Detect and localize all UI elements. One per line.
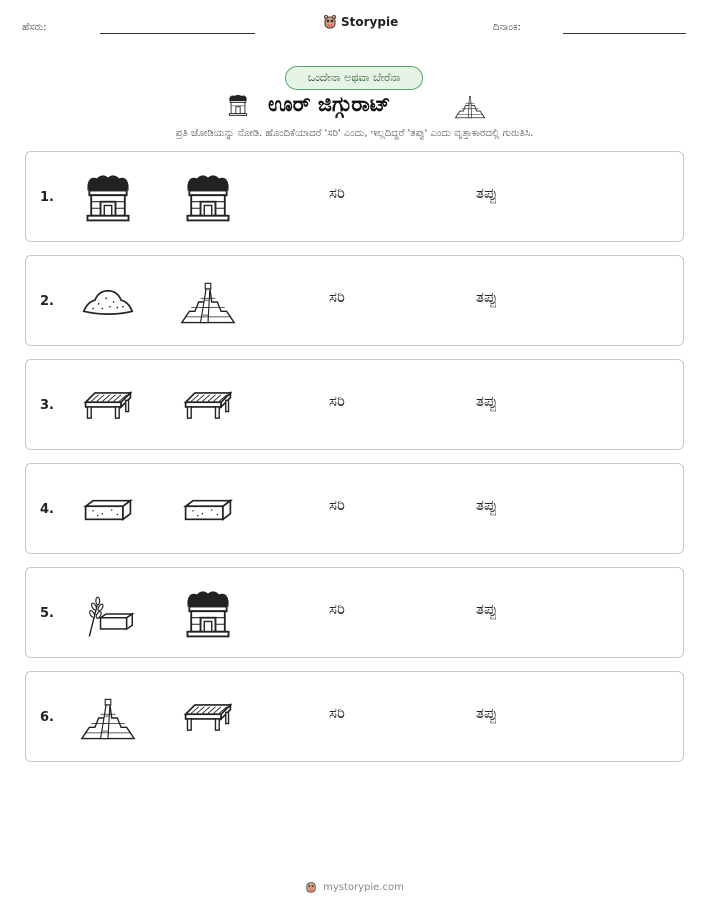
title-row bbox=[0, 92, 709, 122]
option-correct[interactable]: ಸರಿ bbox=[329, 288, 345, 306]
page-title: ಊರ್ ಜಿಗ್ಗುರಾಟ್ bbox=[268, 92, 391, 116]
ziggurat-icon bbox=[180, 274, 236, 330]
question-row bbox=[25, 151, 684, 242]
activity-type-badge: ಒಂದೇನಾ ಅಥವಾ ಬೇರೆನಾ bbox=[285, 66, 423, 90]
option-wrong[interactable]: ತಪ್ಪು bbox=[476, 496, 498, 514]
option-correct[interactable]: ಸರಿ bbox=[329, 600, 345, 618]
name-label: ಹೆಸರು: bbox=[22, 22, 47, 33]
header bbox=[0, 14, 709, 38]
option-correct[interactable]: ಸರಿ bbox=[329, 184, 345, 202]
wheat-brick-icon bbox=[80, 586, 136, 642]
option-correct[interactable]: ಸರಿ bbox=[329, 704, 345, 722]
temple-icon bbox=[180, 170, 236, 226]
storypie-mascot-icon bbox=[305, 880, 317, 894]
name-field[interactable] bbox=[100, 33, 255, 34]
option-wrong[interactable]: ತಪ್ಪು bbox=[476, 392, 498, 410]
ziggurat-icon bbox=[453, 92, 487, 124]
option-correct[interactable]: ಸರಿ bbox=[329, 496, 345, 514]
option-wrong[interactable]: ತಪ್ಪು bbox=[476, 704, 498, 722]
option-wrong[interactable]: ತಪ್ಪು bbox=[476, 600, 498, 618]
option-wrong[interactable]: ತಪ್ಪು bbox=[476, 288, 498, 306]
ziggurat-icon bbox=[80, 690, 136, 746]
question-row bbox=[25, 463, 684, 554]
date-label: ದಿನಾಂಕ: bbox=[493, 22, 521, 33]
question-row bbox=[25, 671, 684, 762]
sand-pile-icon bbox=[80, 274, 136, 330]
option-correct[interactable]: ಸರಿ bbox=[329, 392, 345, 410]
question-row bbox=[25, 359, 684, 450]
brick-icon bbox=[180, 482, 236, 538]
instructions: ಪ್ರತಿ ಜೋಡಿಯನ್ನು ನೋಡಿ. ಹೊಂದಿಕೆಯಾದರೆ 'ಸರಿ' ಎಂದು, ಇಲ್ಲದಿದ್ದರೆ 'ತಪ್ಪು' ಎಂದು ವೃತ್ತಾಕಾರದಲ್ಲಿ ಗುರುತಿಸಿ. bbox=[175, 128, 534, 139]
platform-icon bbox=[80, 378, 136, 434]
footer-site: mystorypie.com bbox=[323, 881, 404, 893]
question-number: 6. bbox=[40, 710, 54, 725]
platform-icon bbox=[180, 690, 236, 746]
question-number: 2. bbox=[40, 294, 54, 309]
temple-icon bbox=[180, 586, 236, 642]
brick-icon bbox=[80, 482, 136, 538]
question-number: 1. bbox=[40, 190, 54, 205]
question-number: 3. bbox=[40, 398, 54, 413]
brand-name: Storypie bbox=[341, 15, 399, 29]
storypie-mascot-icon bbox=[323, 14, 337, 30]
platform-icon bbox=[180, 378, 236, 434]
question-number: 4. bbox=[40, 502, 54, 517]
footer bbox=[0, 880, 709, 894]
option-wrong[interactable]: ತಪ್ಪು bbox=[476, 184, 498, 202]
question-row bbox=[25, 255, 684, 346]
question-number: 5. bbox=[40, 606, 54, 621]
date-field[interactable] bbox=[563, 33, 686, 34]
temple-icon bbox=[225, 92, 251, 122]
brand-logo bbox=[323, 14, 398, 30]
question-row bbox=[25, 567, 684, 658]
temple-icon bbox=[80, 170, 136, 226]
